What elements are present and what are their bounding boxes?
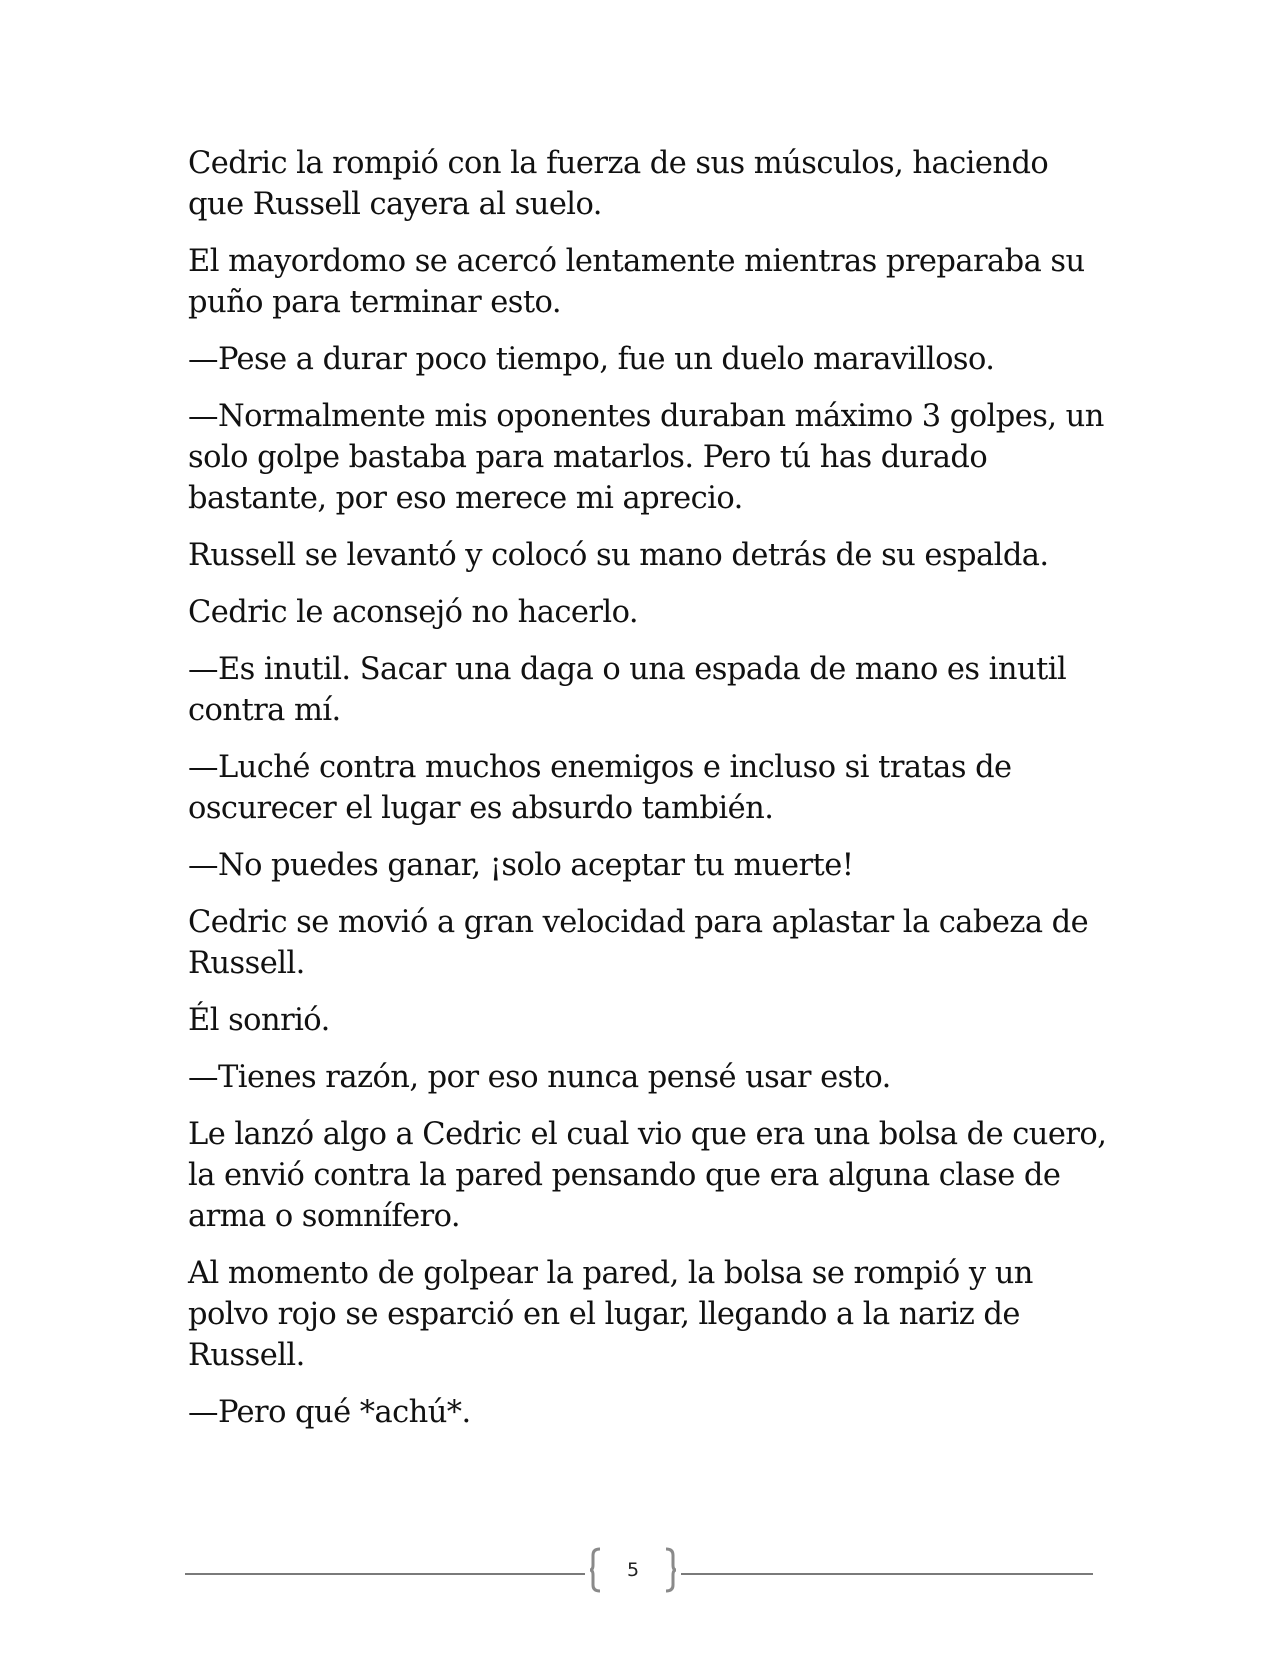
paragraph: Cedric le aconsejó no hacerlo. [188, 595, 639, 630]
paragraph: —Luché contra muchos enemigos e incluso si tratas de oscurecer el lugar es absurdo también. [188, 750, 1012, 826]
paragraph: —Tienes razón, por eso nunca pensé usar esto. [188, 1060, 891, 1095]
page-footer [185, 1547, 1093, 1597]
page-number: 5 [626, 1559, 640, 1581]
paragraph: Cedric se movió a gran velocidad para aplastar la cabeza de Russell. [188, 905, 1089, 981]
paragraph: Al momento de golpear la pared, la bolsa se rompió y un polvo rojo se esparció en el lugar, llegando a la nariz de Russell. [188, 1256, 1033, 1373]
paragraph: Russell se levantó y colocó su mano detrás de su espalda. [188, 538, 1049, 573]
right-bracket-icon [663, 1547, 677, 1593]
paragraph: —Normalmente mis oponentes duraban máximo 3 golpes, un solo golpe bastaba para matarlos. Pero tú has durado bastante, por eso merece mi aprecio. [188, 399, 1104, 516]
paragraph: —No puedes ganar, ¡solo aceptar tu muerte! [188, 848, 854, 883]
paragraph: El mayordomo se acercó lentamente mientras preparaba su puño para terminar esto. [188, 244, 1085, 320]
left-bracket-icon [589, 1547, 603, 1593]
paragraph: —Pese a durar poco tiempo, fue un duelo maravilloso. [188, 342, 995, 377]
footer-rule-left [185, 1573, 585, 1575]
paragraph: —Pero qué *achú*. [188, 1395, 471, 1430]
paragraph: —Es inutil. Sacar una daga o una espada de mano es inutil contra mí. [188, 652, 1067, 728]
paragraph: Cedric la rompió con la fuerza de sus músculos, haciendo que Russell cayera al suelo. [188, 146, 1049, 222]
body-text [188, 143, 1108, 1449]
footer-rule-right [681, 1573, 1093, 1575]
paragraph: Le lanzó algo a Cedric el cual vio que era una bolsa de cuero, la envió contra la pared pensando que era alguna clase de arma o somnífero. [188, 1117, 1107, 1234]
paragraph: Él sonrió. [188, 1003, 330, 1038]
